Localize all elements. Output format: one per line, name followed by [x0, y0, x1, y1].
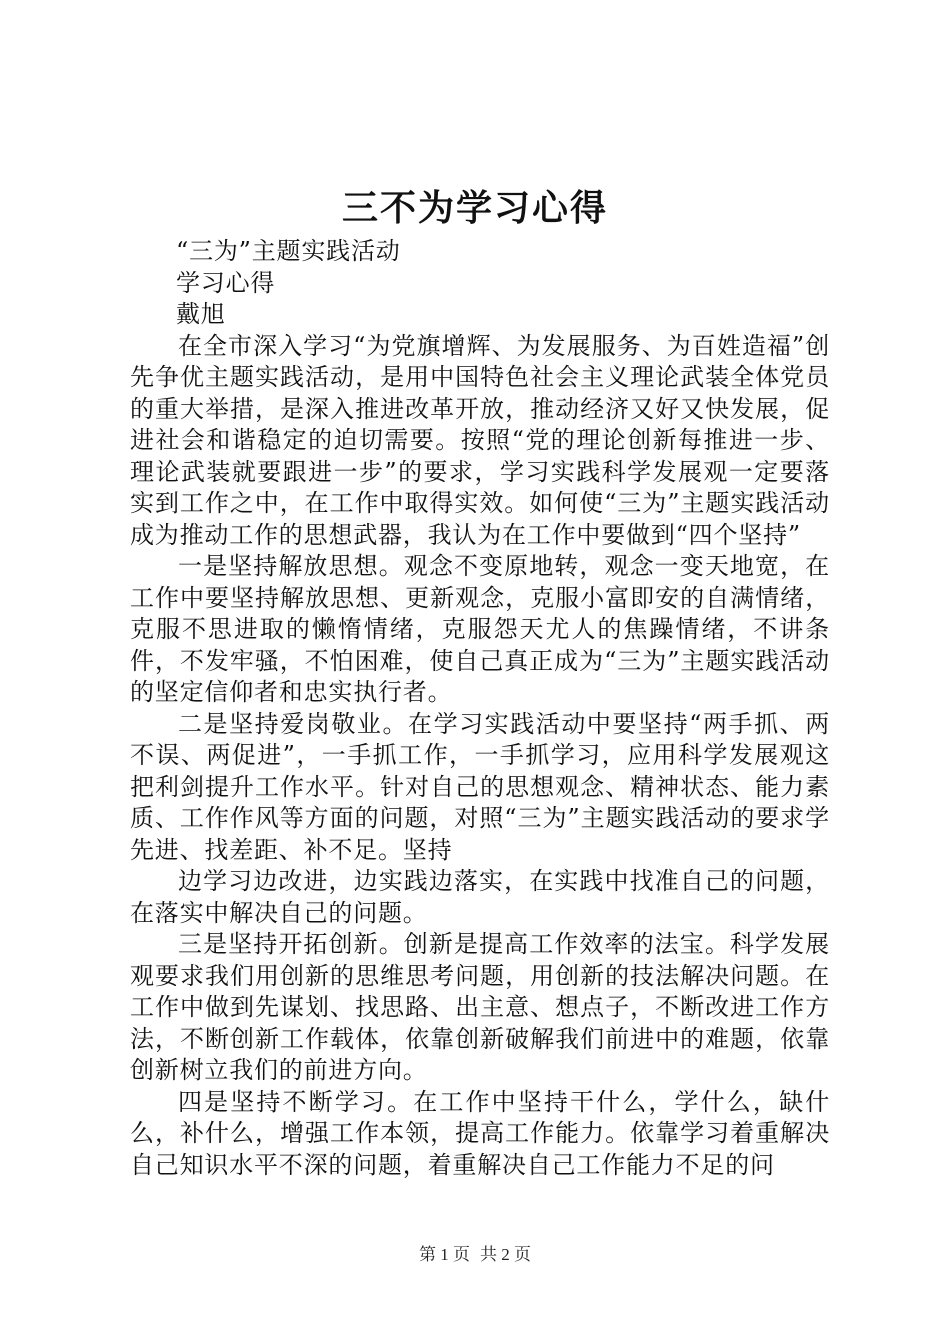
- author-name: 戴旭: [176, 300, 226, 328]
- page-total: 共 2 页: [480, 1245, 531, 1264]
- paragraph-point-one: 一是坚持解放思想。观念不变原地转，观念一变天地宽，在工作中要坚持解放思想、更新观念，克服小富即安的自满情绪，克服不思进取的懒惰情绪，克服怨天尤人的焦躁情绪，不讲条件，不发牢骚，不怕困难，使自己真正成为“三为”主题实践活动的坚定信仰者和忠实执行者。: [130, 552, 830, 706]
- page-footer: [0, 1244, 950, 1266]
- document-title: 三不为学习心得: [341, 187, 608, 229]
- paragraph-point-two: 二是坚持爱岗敬业。在学习实践活动中要坚持“两手抓、两不误、两促进”，一手抓工作，一手抓学习，应用科学发展观这把利剑提升工作水平。针对自己的思想观念、精神状态、能力素质、工作作风等方面的问题，对照“三为”主题实践活动的要求学先进、找差距、补不足。坚持: [130, 709, 830, 864]
- paragraph-point-three: 三是坚持开拓创新。创新是提高工作效率的法宝。科学发展观要求我们用创新的思维思考问题，用创新的技法解决问题。在工作中做到先谋划、找思路、出主意、想点子，不断改进工作方法，不断创新工作载体，依靠创新破解我们前进中的难题，依靠创新树立我们的前进方向。: [130, 930, 830, 1084]
- paragraph-point-four: 四是坚持不断学习。在工作中坚持干什么，学什么，缺什么，补什么，增强工作本领，提高工作能力。依靠学习着重解决自己知识水平不深的问题，着重解决自己工作能力不足的问: [130, 1087, 830, 1179]
- paragraph-intro: 在全市深入学习“为党旗增辉、为发展服务、为百姓造福”创先争优主题实践活动，是用中国特色社会主义理论武装全体党员的重大举措，是深入推进改革开放，推动经济又好又快发展，促进社会和谐稳定的迫切需要。按照“党的理论创新每推进一步、理论武装就要跟进一步”的要求，学习实践科学发展观一定要落实到工作之中，在工作中取得实效。如何使“三为”主题实践活动成为推动工作的思想武器，我认为在工作中要做到“四个坚持”: [130, 331, 830, 549]
- subtitle-notes: 学习心得: [176, 268, 276, 297]
- subtitle-activity: “三为”主题实践活动: [176, 237, 401, 265]
- page-number: 第 1 页: [419, 1245, 470, 1264]
- document-body: [130, 236, 830, 1181]
- paragraph-point-two-cont: 边学习边改进，边实践边落实，在实践中找准自己的问题，在落实中解决自己的问题。: [130, 867, 830, 927]
